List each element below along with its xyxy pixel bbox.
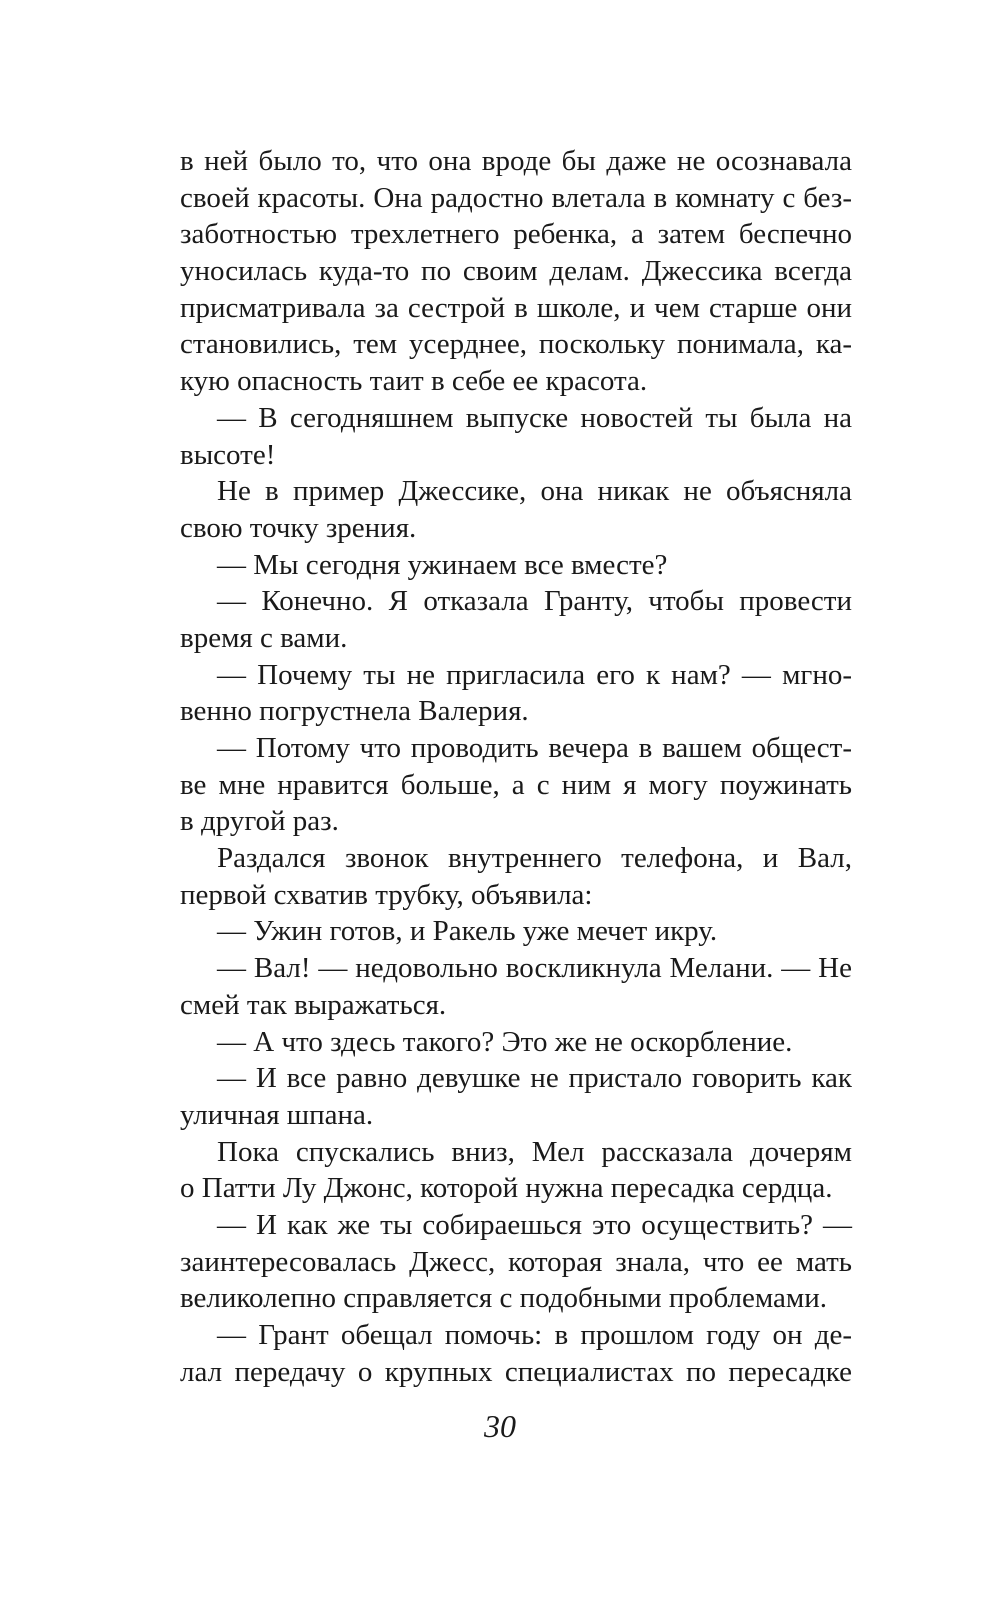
paragraph-first-line: Пока спускались вниз, Мел рассказала дочерям bbox=[217, 1135, 852, 1168]
text-line: своей красоты. Она радостно влетала в комнату с без- bbox=[180, 181, 852, 214]
paragraph-first-line: — Конечно. Я отказала Гранту, чтобы провести bbox=[217, 585, 852, 618]
paragraph-first-line: Не в пример Джессике, она никак не объясняла bbox=[217, 475, 852, 508]
text-line: заинтересовалась Джесс, которая знала, что ее мать bbox=[180, 1245, 852, 1278]
text-line: ве мне нравится больше, а с ним я могу поужинать bbox=[180, 768, 852, 801]
text-line: уносилась куда-то по своим делам. Джессика всегда bbox=[180, 255, 852, 288]
paragraph-first-line: — А что здесь такого? Это же не оскорбление. bbox=[217, 1025, 793, 1058]
page-number: 30 bbox=[484, 1408, 516, 1444]
text-line: время с вами. bbox=[180, 621, 348, 654]
text-line: в другой раз. bbox=[180, 805, 339, 838]
paragraph-first-line: — Почему ты не пригласила его к нам? — мгно- bbox=[217, 658, 852, 691]
paragraph-first-line: — И как же ты собираешься это осуществить? — bbox=[217, 1208, 852, 1241]
text-line: смей так выражаться. bbox=[180, 988, 447, 1021]
text-line: присматривала за сестрой в школе, и чем старше они bbox=[180, 291, 852, 324]
text-line: кую опасность таит в себе ее красота. bbox=[180, 365, 648, 398]
paragraph-first-line: — Потому что проводить вечера в вашем общест- bbox=[217, 732, 852, 764]
body-text bbox=[180, 143, 852, 1390]
paragraph-first-line: — И все равно девушке не пристало говорить как bbox=[217, 1062, 852, 1095]
text-line: венно погрустнела Валерия. bbox=[180, 695, 529, 728]
paragraph-first-line: — Вал! — недовольно воскликнула Мелани. — Не bbox=[217, 952, 852, 985]
paragraph-first-line: — В сегодняшнем выпуске новостей ты была на bbox=[217, 401, 852, 434]
text-line: заботностью трехлетнего ребенка, а затем беспечно bbox=[180, 218, 852, 251]
text-line: первой схватив трубку, объявила: bbox=[180, 878, 593, 911]
paragraph-first-line: — Ужин готов, и Ракель уже мечет икру. bbox=[217, 915, 718, 948]
text-line: свою точку зрения. bbox=[180, 511, 417, 544]
paragraph-first-line: — Мы сегодня ужинаем все вместе? bbox=[217, 548, 668, 581]
paragraph-first-line: — Грант обещал помочь: в прошлом году он де- bbox=[217, 1319, 852, 1351]
text-line: становились, тем усерднее, поскольку понимала, ка- bbox=[180, 328, 852, 361]
text-line: высоте! bbox=[180, 438, 276, 471]
text-line: великолепно справляется с подобными проблемами. bbox=[180, 1282, 827, 1315]
text-line: в ней было то, что она вроде бы даже не осознавала bbox=[180, 145, 852, 177]
text-line: о Патти Лу Джонс, которой нужна пересадка сердца. bbox=[180, 1172, 833, 1205]
paragraph-first-line: Раздался звонок внутреннего телефона, и Вал, bbox=[217, 842, 852, 875]
text-line: лал передачу о крупных специалистах по пересадке bbox=[180, 1355, 852, 1388]
text-line: уличная шпана. bbox=[180, 1098, 374, 1131]
